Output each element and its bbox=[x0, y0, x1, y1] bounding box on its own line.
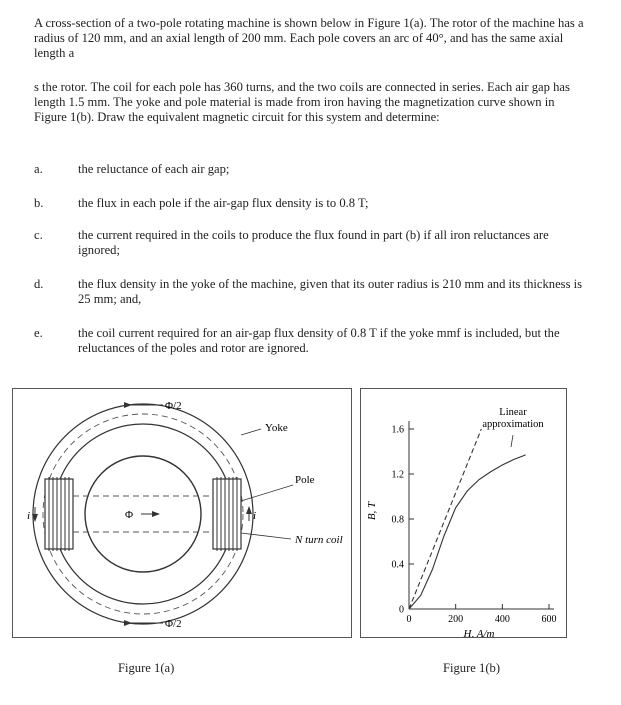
annotation-line1: Linear bbox=[499, 407, 527, 418]
problem-intro-paragraph-2: s the rotor. The coil for each pole has 360 turns, and the two coils are connected in series. Each air gap has length 1.5 mm. The yoke and pole material is made from iron having the magnetization curve shown in Figure 1(b). Draw the equivalent magnetic circuit for this system and determine: bbox=[34, 80, 570, 125]
x-tick-label: 600 bbox=[541, 614, 557, 625]
figure-1a-machine-cross-section bbox=[12, 388, 352, 638]
figure-1b-caption: Figure 1(b) bbox=[443, 661, 501, 675]
y-tick-label: 0 bbox=[399, 604, 404, 616]
item-label: b. bbox=[34, 196, 44, 210]
x-tick-label: 0 bbox=[406, 614, 412, 625]
item-text: the reluctance of each air gap; bbox=[78, 162, 230, 176]
item-text: the coil current required for an air-gap flux density of 0.8 T if the yoke mmf is included, but the reluctances of the poles and rotor are ignored. bbox=[78, 326, 560, 356]
item-label: d. bbox=[34, 277, 44, 291]
yoke-label: Yoke bbox=[265, 422, 288, 434]
linear-approximation-line bbox=[409, 429, 481, 609]
figure-1a-caption: Figure 1(a) bbox=[118, 661, 175, 675]
pole-label: Pole bbox=[295, 474, 315, 486]
current-right-label: i bbox=[253, 510, 257, 522]
x-tick-label: 400 bbox=[494, 614, 510, 625]
figure-1b-magnetization-curve bbox=[360, 388, 567, 638]
current-left-label: i bbox=[27, 510, 31, 522]
item-label: e. bbox=[34, 326, 43, 340]
y-tick-label: 0.4 bbox=[391, 559, 404, 571]
y-tick-label: 1.2 bbox=[391, 469, 404, 481]
problem-intro-paragraph-1: A cross-section of a two-pole rotating machine is shown below in Figure 1(a). The rotor of the machine has a radius of 120 mm, and an axial length of 200 mm. Each pole covers an arc of 40°, and has the same axial length a bbox=[34, 16, 584, 61]
y-axis-label: B, T bbox=[366, 501, 378, 521]
item-text: the flux in each pole if the air-gap flux density is to 0.8 T; bbox=[78, 196, 369, 210]
x-axis-label: H, A/m bbox=[463, 628, 495, 637]
flux-center-label: Φ bbox=[125, 509, 134, 521]
machine-diagram bbox=[13, 389, 351, 637]
x-tick-label: 200 bbox=[448, 614, 464, 625]
annotation-line2: approximation bbox=[482, 419, 544, 430]
y-tick-label: 0.8 bbox=[391, 514, 404, 526]
item-label: a. bbox=[34, 162, 43, 176]
flux-top-label: Φ/2 bbox=[165, 400, 182, 412]
y-tick-label: 1.6 bbox=[391, 424, 404, 436]
magnetization-curve bbox=[409, 455, 526, 609]
flux-bottom-label: Φ/2 bbox=[165, 618, 182, 630]
coil-label: N turn coil bbox=[295, 534, 343, 546]
bh-chart bbox=[361, 389, 566, 637]
item-text: the flux density in the yoke of the machine, given that its outer radius is 210 mm and its thickness is 25 mm; and, bbox=[78, 277, 583, 307]
item-label: c. bbox=[34, 228, 43, 242]
annotation-pointer bbox=[511, 435, 513, 447]
item-text: the current required in the coils to produce the flux found in part (b) if all iron reluctances are ignored; bbox=[78, 228, 549, 258]
